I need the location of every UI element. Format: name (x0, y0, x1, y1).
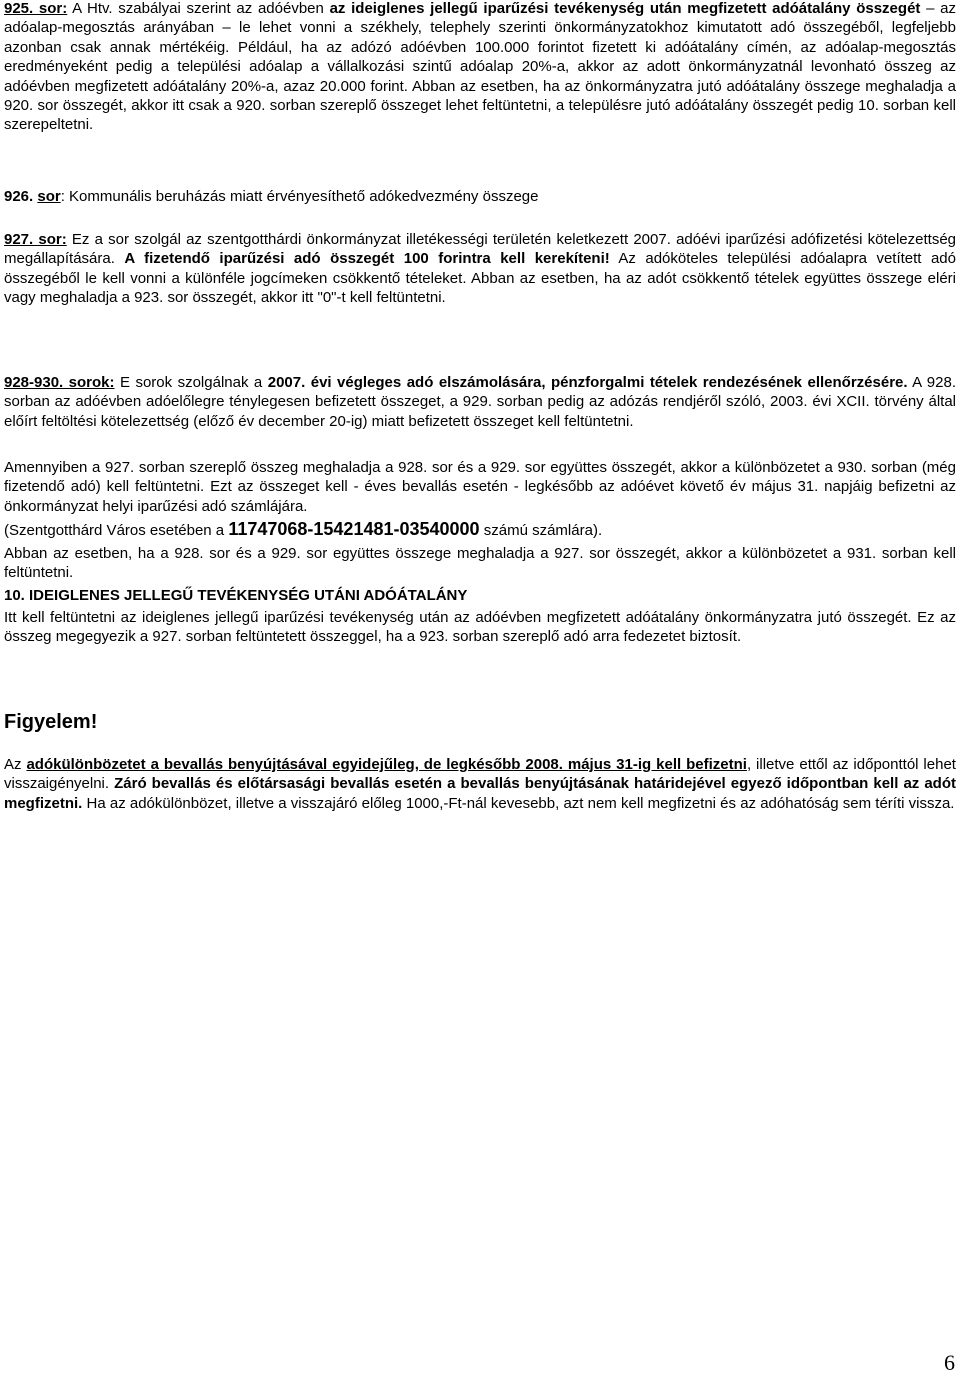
figyelem-heading: Figyelem! (4, 711, 98, 733)
paragraph-account: (Szentgotthárd Város esetében a 11747068-15421481-03540000 számú számlára). (4, 519, 603, 539)
row-label-927: 927. sor: (4, 231, 67, 248)
row-label-926: sor (37, 188, 61, 205)
page-number: 6 (944, 1350, 955, 1375)
figyelem-text: Az adókülönbözetet a bevallás benyújtásával egyidejűleg, de legkésőbb 2008. május 31-ig kell befizetni, illetve ettől az időponttól lehet visszaigényelni. Záró bevallás és előtársasági bevallás esetén a bevallás benyújtásának határidejével egyező időpontban kell az adót megfizetni. Ha az adókülönbözet, illetve a visszajáró előleg 1000,-Ft-nál kevesebb, azt nem kell megfizetni és az adóhatóság sem téríti vissza. (4, 756, 956, 812)
account-number: 11747068-15421481-03540000 (228, 519, 480, 539)
row-number-926: 926. (4, 188, 34, 205)
section-10-heading: 10. IDEIGLENES JELLEGŰ TEVÉKENYSÉG UTÁNI ADÓÁTALÁNY (4, 587, 468, 604)
section-10-text: Itt kell feltüntetni az ideiglenes jellegű iparűzési tevékenység után az adóévben megfizetett adóátalány önkormányzatra jutó összegét. Ez az összeg megegyezik a 927. sorban feltüntetett összeggel, ha a 923. sorban szereplő adó arra fedezetet biztosít. (4, 609, 956, 646)
paragraph-amennyiben: Amennyiben a 927. sorban szereplő összeg meghaladja a 928. sor és a 929. sor együttes összegét, akkor a különbözetet a 930. sorban (még fizetendő adó) kell feltüntetni. Ezt az összeget kell - éves bevallás esetén - legkésőbb az adóévet követő év május 31. napjáig befizetni az önkormányzat helyi iparűzési adó számlájára. (4, 459, 956, 515)
paragraph-928-930: 928-930. sorok: E sorok szolgálnak a 2007. évi végleges adó elszámolására, pénzforgalmi tételek rendezésének ellenőrzésére. A 928. sorban az adóévben adóelőlegre ténylegesen befizetett összeget, a 929. sorban pedig az adózás rendjéről szóló, 2003. évi XCII. törvény által előírt feltöltési kötelezettség (előző év december 20-ig) miatt befizetett összeget kell feltüntetni. (4, 374, 957, 430)
row-label-928-930: 928-930. sorok: (4, 374, 115, 391)
paragraph-926: 926. sor: Kommunális beruházás miatt érvényesíthető adókedvezmény összege (4, 188, 539, 205)
row-label-925: 925. sor: (4, 0, 68, 17)
paragraph-abban: Abban az esetben, ha a 928. sor és a 929. sor együttes összege meghaladja a 927. sor összegét, akkor a különbözetet a 931. sorban kell feltüntetni. (4, 545, 956, 582)
paragraph-927: 927. sor: Ez a sor szolgál az szentgotthárdi önkormányzat illetékességi területén keletkezett 2007. adóévi iparűzési adófizetési kötelezettség megállapítására. A fizetendő iparűzési adó összegét 100 forintra kell kerekíteni! Az adóköteles települési adóalapra vetített adó összegéből le kell vonni a különféle jogcímeken csökkentő tételeket. Abban az esetben, ha az adót csökkentő tételek együttes összege eléri vagy meghaladja a 923. sor összegét, akkor itt "0"-t kell feltüntetni. (4, 231, 956, 307)
paragraph-925: 925. sor: A Htv. szabályai szerint az adóévben az ideiglenes jellegű iparűzési tevékenység után megfizetett adóátalány összegét – az adóalap-megosztás arányában – le lehet vonni a székhely, telephely szerinti önkormányzatokhoz kimutatott adó összegéből, legfeljebb azonban csak annak mértékéig. Például, ha az adózó adóévben 100.000 forintot fizetett ki adóátalány címén, az adóalap-megosztás eredményeként pedig a települési adóalap a vállalkozási szintű adóalap 20%-a, akkor az adott önkormányzatnál levonható összeg az adóévben megfizetett adóátalány 20%-a, azaz 20.000 forint. Abban az esetben, ha az önkormányzatra jutó adóátalány összege meghaladja a 920. sor összegét, akkor itt csak a 920. sorban szereplő összeget lehet feltüntetni, a településre jutó adóátalány összegét pedig 10. sorban kell szerepeltetni. (4, 0, 957, 134)
